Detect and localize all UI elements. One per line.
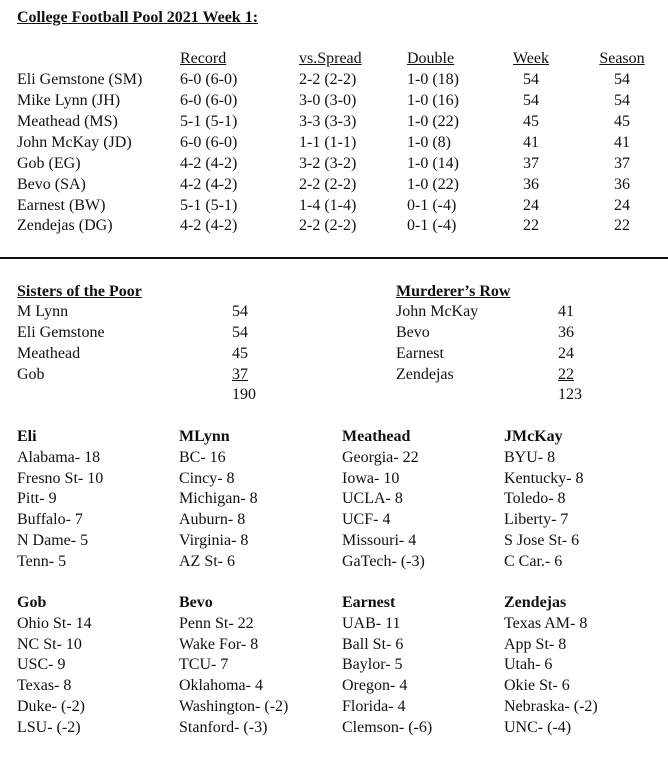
pick-item: Baylor- 5 (342, 656, 403, 673)
record-cell: 4-2 (4-2) (180, 176, 238, 193)
player-name: Meathead (MS) (17, 113, 118, 130)
double-cell: 1-0 (22) (407, 176, 459, 193)
pick-item: NC St- 10 (17, 636, 82, 653)
pick-item: Iowa- 10 (342, 470, 400, 487)
season-cell: 22 (614, 217, 630, 234)
pick-item: Kentucky- 8 (504, 470, 584, 487)
season-cell: 54 (614, 92, 630, 109)
week-cell: 37 (523, 155, 539, 172)
team-name: Murderer’s Row (396, 283, 511, 300)
pick-item: BC- 16 (179, 449, 226, 466)
pick-item: S Jose St- 6 (504, 532, 580, 549)
pick-item: Virginia- 8 (179, 532, 249, 549)
pick-item: Fresno St- 10 (17, 470, 104, 487)
season-cell: 41 (614, 134, 630, 151)
record-cell: 4-2 (4-2) (180, 217, 238, 234)
pick-item: N Dame- 5 (17, 532, 89, 549)
pick-item: Cincy- 8 (179, 470, 235, 487)
pick-item: C Car.- 6 (504, 553, 563, 570)
spread-cell: 3-0 (3-0) (299, 92, 357, 109)
picks-player-name: Zendejas (504, 594, 567, 611)
pick-item: Auburn- 8 (179, 511, 246, 528)
week-cell: 22 (523, 217, 539, 234)
double-cell: 1-0 (14) (407, 155, 459, 172)
record-cell: 6-0 (6-0) (180, 71, 238, 88)
double-cell: 1-0 (18) (407, 71, 459, 88)
pick-item: Penn St- 22 (179, 615, 254, 632)
pick-item: Texas- 8 (17, 677, 72, 694)
section-divider (0, 257, 668, 259)
week-cell: 41 (523, 134, 539, 151)
season-cell: 45 (614, 113, 630, 130)
header-spread: vs.Spread (299, 50, 362, 67)
standings-row (0, 70, 668, 90)
pick-item: Washington- (-2) (179, 698, 289, 715)
picks-player-name: Bevo (179, 594, 213, 611)
spread-cell: 3-3 (3-3) (299, 113, 357, 130)
team-member-score: 37 (232, 366, 248, 383)
team-member-name: Earnest (396, 345, 444, 362)
standings-row (0, 133, 668, 153)
pick-item: USC- 9 (17, 656, 66, 673)
spread-cell: 2-2 (2-2) (299, 176, 357, 193)
week-cell: 54 (523, 92, 539, 109)
header-double: Double (407, 50, 455, 67)
record-cell: 5-1 (5-1) (180, 113, 238, 130)
pick-item: Liberty- 7 (504, 511, 569, 528)
pick-item: LSU- (-2) (17, 719, 81, 736)
pick-item: Tenn- 5 (17, 553, 67, 570)
team-member-name: John McKay (396, 303, 479, 320)
pick-item: UAB- 11 (342, 615, 401, 632)
pick-item: Oregon- 4 (342, 677, 408, 694)
header-record: Record (180, 50, 227, 67)
team-member-name: M Lynn (17, 303, 69, 320)
double-cell: 1-0 (22) (407, 113, 459, 130)
picks-player-name: MLynn (179, 428, 230, 445)
team-member-name: Meathead (17, 345, 81, 362)
pick-item: UCF- 4 (342, 511, 391, 528)
standings-row (0, 91, 668, 111)
pick-item: Florida- 4 (342, 698, 406, 715)
player-name: Gob (EG) (17, 155, 81, 172)
team-total: 123 (558, 386, 582, 403)
standings-row (0, 196, 668, 216)
header-week: Week (512, 50, 550, 67)
team-member-score: 45 (232, 345, 248, 362)
team-name: Sisters of the Poor (17, 283, 142, 300)
standings-row (0, 216, 668, 236)
team-member-score: 54 (232, 324, 248, 341)
double-cell: 1-0 (8) (407, 134, 451, 151)
pick-item: GaTech- (-3) (342, 553, 425, 570)
spread-cell: 1-4 (1-4) (299, 197, 357, 214)
pick-item: Okie St- 6 (504, 677, 570, 694)
pick-item: AZ St- 6 (179, 553, 235, 570)
player-name: Eli Gemstone (SM) (17, 71, 143, 88)
pick-item: UNC- (-4) (504, 719, 572, 736)
season-cell: 24 (614, 197, 630, 214)
double-cell: 0-1 (-4) (407, 217, 457, 234)
pick-item: Clemson- (-6) (342, 719, 433, 736)
season-cell: 36 (614, 176, 630, 193)
pick-item: Ball St- 6 (342, 636, 404, 653)
picks-player-name: JMcKay (504, 428, 563, 445)
record-cell: 4-2 (4-2) (180, 155, 238, 172)
pick-item: TCU- 7 (179, 656, 229, 673)
team-member-score: 36 (558, 324, 574, 341)
pick-item: Missouri- 4 (342, 532, 417, 549)
record-cell: 6-0 (6-0) (180, 134, 238, 151)
player-name: John McKay (JD) (17, 134, 132, 151)
picks-player-name: Gob (17, 594, 47, 611)
pick-item: BYU- 8 (504, 449, 556, 466)
team-member-name: Zendejas (396, 366, 454, 383)
pick-item: Stanford- (-3) (179, 719, 268, 736)
double-cell: 0-1 (-4) (407, 197, 457, 214)
week-cell: 36 (523, 176, 539, 193)
double-cell: 1-0 (16) (407, 92, 459, 109)
team-total: 190 (232, 386, 256, 403)
record-cell: 5-1 (5-1) (180, 197, 238, 214)
week-cell: 54 (523, 71, 539, 88)
pick-item: Duke- (-2) (17, 698, 85, 715)
standings-row (0, 112, 668, 132)
team-member-name: Eli Gemstone (17, 324, 105, 341)
pick-item: Nebraska- (-2) (504, 698, 598, 715)
pick-item: Buffalo- 7 (17, 511, 83, 528)
picks-player-name: Earnest (342, 594, 396, 611)
spread-cell: 2-2 (2-2) (299, 217, 357, 234)
pick-item: Toledo- 8 (504, 490, 566, 507)
pick-item: Wake For- 8 (179, 636, 259, 653)
week-cell: 24 (523, 197, 539, 214)
team-member-score: 54 (232, 303, 248, 320)
pick-item: App St- 8 (504, 636, 567, 653)
page-title: College Football Pool 2021 Week 1: (17, 9, 259, 26)
header-season: Season (599, 50, 645, 67)
pick-item: UCLA- 8 (342, 490, 403, 507)
team-member-score: 22 (558, 366, 574, 383)
season-cell: 54 (614, 71, 630, 88)
standings-row (0, 175, 668, 195)
spread-cell: 3-2 (3-2) (299, 155, 357, 172)
week-cell: 45 (523, 113, 539, 130)
team-member-score: 24 (558, 345, 574, 362)
pick-item: Utah- 6 (504, 656, 553, 673)
record-cell: 6-0 (6-0) (180, 92, 238, 109)
pick-item: Michigan- 8 (179, 490, 258, 507)
player-name: Earnest (BW) (17, 197, 106, 214)
picks-player-name: Meathead (342, 428, 411, 445)
season-cell: 37 (614, 155, 630, 172)
pick-item: Texas AM- 8 (504, 615, 588, 632)
player-name: Mike Lynn (JH) (17, 92, 121, 109)
pick-item: Alabama- 18 (17, 449, 101, 466)
spread-cell: 1-1 (1-1) (299, 134, 357, 151)
pick-item: Georgia- 22 (342, 449, 419, 466)
picks-player-name: Eli (17, 428, 37, 445)
team-member-name: Bevo (396, 324, 430, 341)
player-name: Bevo (SA) (17, 176, 86, 193)
team-member-name: Gob (17, 366, 45, 383)
spread-cell: 2-2 (2-2) (299, 71, 357, 88)
team-member-score: 41 (558, 303, 574, 320)
standings-row (0, 154, 668, 174)
pick-item: Oklahoma- 4 (179, 677, 263, 694)
pick-item: Pitt- 9 (17, 490, 57, 507)
player-name: Zendejas (DG) (17, 217, 113, 234)
pick-item: Ohio St- 14 (17, 615, 92, 632)
